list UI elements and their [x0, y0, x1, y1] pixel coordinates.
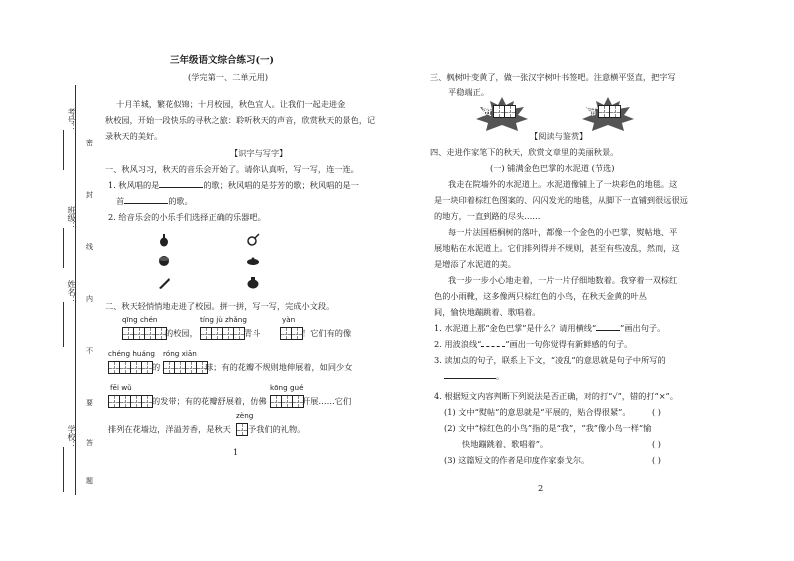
pinyin-rongxian: róng xiān — [163, 349, 197, 358]
page-title: 三年级语文综合练习(一) — [170, 55, 274, 66]
seal-char: 封 — [86, 191, 93, 199]
reading-q4-1: (1) 文中“熨帖”的意思就是“平展的，贴合得很紧”。 — [444, 407, 631, 417]
text-line-3a: 的发带；有的花瓣舒展着，仿佛 — [152, 396, 267, 406]
drum-icon[interactable] — [157, 254, 171, 268]
intro-line: 录秋天的美好。 — [105, 131, 163, 141]
text-line-1a: 的校园， — [165, 328, 198, 338]
answer-paren[interactable]: ( ) — [652, 439, 661, 449]
reading-q3: 3. 读加点的句子，联系上下文，“凌乱”的意思就是句子中所写的 — [434, 355, 666, 365]
bell-icon[interactable] — [246, 276, 260, 290]
text-line-3b: 开展……它们 — [302, 396, 352, 406]
label-banji: 班级： — [67, 206, 76, 230]
q1-1-text-c: 首 — [116, 196, 125, 206]
answer-paren[interactable]: ( ) — [652, 407, 661, 417]
seal-char: 答 — [86, 439, 93, 447]
q1-1-text-b: 的歌；秋风唱的是芬芳的歌；秋风唱的是一 — [203, 180, 359, 190]
passage-line: 我一步一步小心地走着，一片一片仔细地数着。我穿着一双棕红 — [448, 275, 678, 285]
writing-grid[interactable] — [280, 327, 302, 340]
writing-grid[interactable] — [200, 327, 244, 340]
page-number-1: 1 — [233, 447, 239, 457]
label-kaohao: 考号： — [67, 108, 76, 132]
reading-q2-text-b: ”画出一句你觉得有新鲜感的句子。 — [505, 339, 633, 349]
text-line-1c: ！它们有的像 — [302, 328, 352, 338]
question-2: 二、秋天轻悄悄地走进了校园。拼一拼，写一写，完成小文段。 — [105, 301, 335, 311]
question-1-2: 2. 给音乐会的小乐手们选择正确的乐器吧。 — [108, 212, 266, 222]
text-line-2a: 的 — [152, 362, 161, 372]
intro-line: 秋校园，开始一段快乐的寻秋之旅：聆听秋天的声音，欣赏秋天的景色，记 — [105, 115, 376, 125]
seal-char: 要 — [86, 399, 93, 407]
writing-grid[interactable] — [236, 423, 247, 436]
field-kaohao[interactable] — [63, 130, 64, 170]
seal-char: 内 — [86, 295, 93, 303]
wavy-line-sample — [481, 346, 505, 347]
reading-q3-blank — [444, 372, 504, 380]
field-xingming[interactable] — [63, 302, 64, 347]
reading-q1-text-b: ”画出句子。 — [620, 323, 666, 333]
intro-line: 十月羊城，繁花似锦；十月校园，秋色宜人。让我们一起走进金 — [116, 99, 346, 109]
page-number-2: 2 — [538, 483, 544, 493]
pinyin-yan: yàn — [282, 315, 296, 324]
answer-paren[interactable]: ( ) — [652, 455, 661, 465]
reading-q1 — [434, 324, 665, 332]
seal-char: 题 — [86, 477, 93, 485]
answer-blank[interactable] — [124, 203, 168, 204]
pinyin-tingjuzhang: tíng jù zhǎng — [200, 315, 247, 324]
passage-title: (一) 铺满金色巴掌的水泥道 (节选) — [490, 163, 615, 173]
reading-q4-2: (2) 文中“棕红色的小鸟”指的是“我”，“我”像小鸟一样“愉 — [444, 423, 652, 433]
pinyin-zeng: zèng — [236, 411, 254, 420]
underline-sample — [596, 330, 620, 331]
leaf-char-2: 锦 — [586, 107, 596, 118]
text-line-4a: 排列在花墙边，洋溢芳香，是秋天 — [108, 424, 231, 434]
page-subtitle: (学完第一、二单元用) — [188, 72, 269, 82]
answer-blank[interactable] — [159, 187, 203, 188]
reading-q4: 4. 根据短文内容判断下列说法是否正确，对的打“√”，错的打“×”。 — [434, 391, 678, 401]
leaf-char-1: 赞 — [482, 107, 492, 118]
field-xuexiao[interactable] — [63, 447, 64, 492]
reading-q2 — [434, 340, 632, 348]
question-3: 三、枫树叶变黄了，做一张汉字树叶书签吧。注意横平竖直，把字写 — [430, 72, 676, 82]
writing-grid[interactable] — [270, 395, 303, 408]
pipa-icon[interactable] — [157, 233, 171, 247]
writing-grid[interactable] — [108, 395, 152, 408]
section-heading-literacy: 【识字与写字】 — [230, 148, 288, 158]
question-1: 一、秋风习习，秋天的音乐会开始了。请你认真听，写一写，连一连。 — [105, 164, 359, 174]
label-xuexiao: 学校： — [67, 425, 76, 449]
text-line-4b: 予我们的礼物。 — [248, 424, 306, 434]
writing-grid[interactable] — [122, 327, 166, 340]
question-3-cont: 平稳端正。 — [448, 87, 489, 97]
reading-q1-text: 1. 水泥道上那“金色巴掌”是什么？请用横线“ — [434, 323, 597, 333]
passage-line: 每一片法国梧桐树的落叶，都像一个金色的小巴掌，熨帖地、平 — [448, 227, 678, 237]
pinyin-qingchen: qīng chén — [122, 315, 158, 324]
pinyin-feiwu: fēi wǔ — [110, 383, 132, 392]
passage-line: 色的小雨靴，这多像两只棕红色的小鸟，在秋天金黄的叶丛 — [434, 291, 647, 301]
q1-1-text-a: 1. 秋风唱的是 — [108, 180, 160, 190]
passage-line: 展地粘在水泥道上。它们排列得并不规则，甚至有些凌乱，然而，这 — [434, 243, 680, 253]
answer-blank[interactable] — [444, 378, 496, 379]
reading-q4-3: (3) 这篇短文的作者是印度作家泰戈尔。 — [444, 455, 590, 465]
passage-line: 的地方，一直到路的尽头…… — [434, 211, 541, 221]
seal-char: 不 — [86, 347, 93, 355]
question-1-1-cont — [116, 197, 193, 205]
question-4: 四、走进作家笔下的秋天，欣赏文章里的美丽秋景。 — [430, 147, 619, 157]
q1-1-text-d: 的歌。 — [168, 196, 193, 206]
field-banji[interactable] — [63, 228, 64, 268]
bookmark-grid[interactable] — [598, 105, 620, 118]
cymbal-icon[interactable] — [246, 254, 260, 268]
writing-grid[interactable] — [108, 361, 152, 374]
bookmark-grid[interactable] — [493, 105, 515, 118]
passage-line: 是增添了水泥道的美。 — [434, 259, 516, 269]
reading-q4-2-cont: 快地蹦跳着、歌唱着”。 — [462, 439, 549, 449]
pinyin-chenghuang: chéng huáng — [108, 349, 155, 358]
reading-q3-end: 。 — [496, 371, 505, 381]
flute-icon[interactable] — [157, 276, 171, 290]
label-xingming: 姓名： — [67, 280, 76, 304]
passage-line: 是一块印着棕红色图案的、闪闪发光的地毯，从脚下一直铺到很远很远 — [434, 195, 688, 205]
pinyin-konggue: kōng gué — [270, 383, 304, 392]
text-line-2b: 球；有的花瓣不规则地伸展着，如同少女 — [205, 362, 353, 372]
question-1-1 — [108, 181, 359, 189]
seal-char: 密 — [86, 139, 93, 147]
reading-q2-text: 2. 用波浪线“ — [434, 339, 482, 349]
text-line-1b: 青斗 — [244, 328, 261, 338]
passage-line: 间，愉快地蹦跳着、歌唱着。 — [434, 307, 541, 317]
section-heading-reading: 【阅读与鉴赏】 — [530, 131, 588, 141]
seal-char: 线 — [86, 243, 93, 251]
passage-line: 我走在院墙外的水泥道上。水泥道像铺上了一块彩色的地毯。这 — [448, 179, 678, 189]
writing-grid[interactable] — [163, 361, 207, 374]
gong-icon[interactable] — [246, 233, 260, 247]
